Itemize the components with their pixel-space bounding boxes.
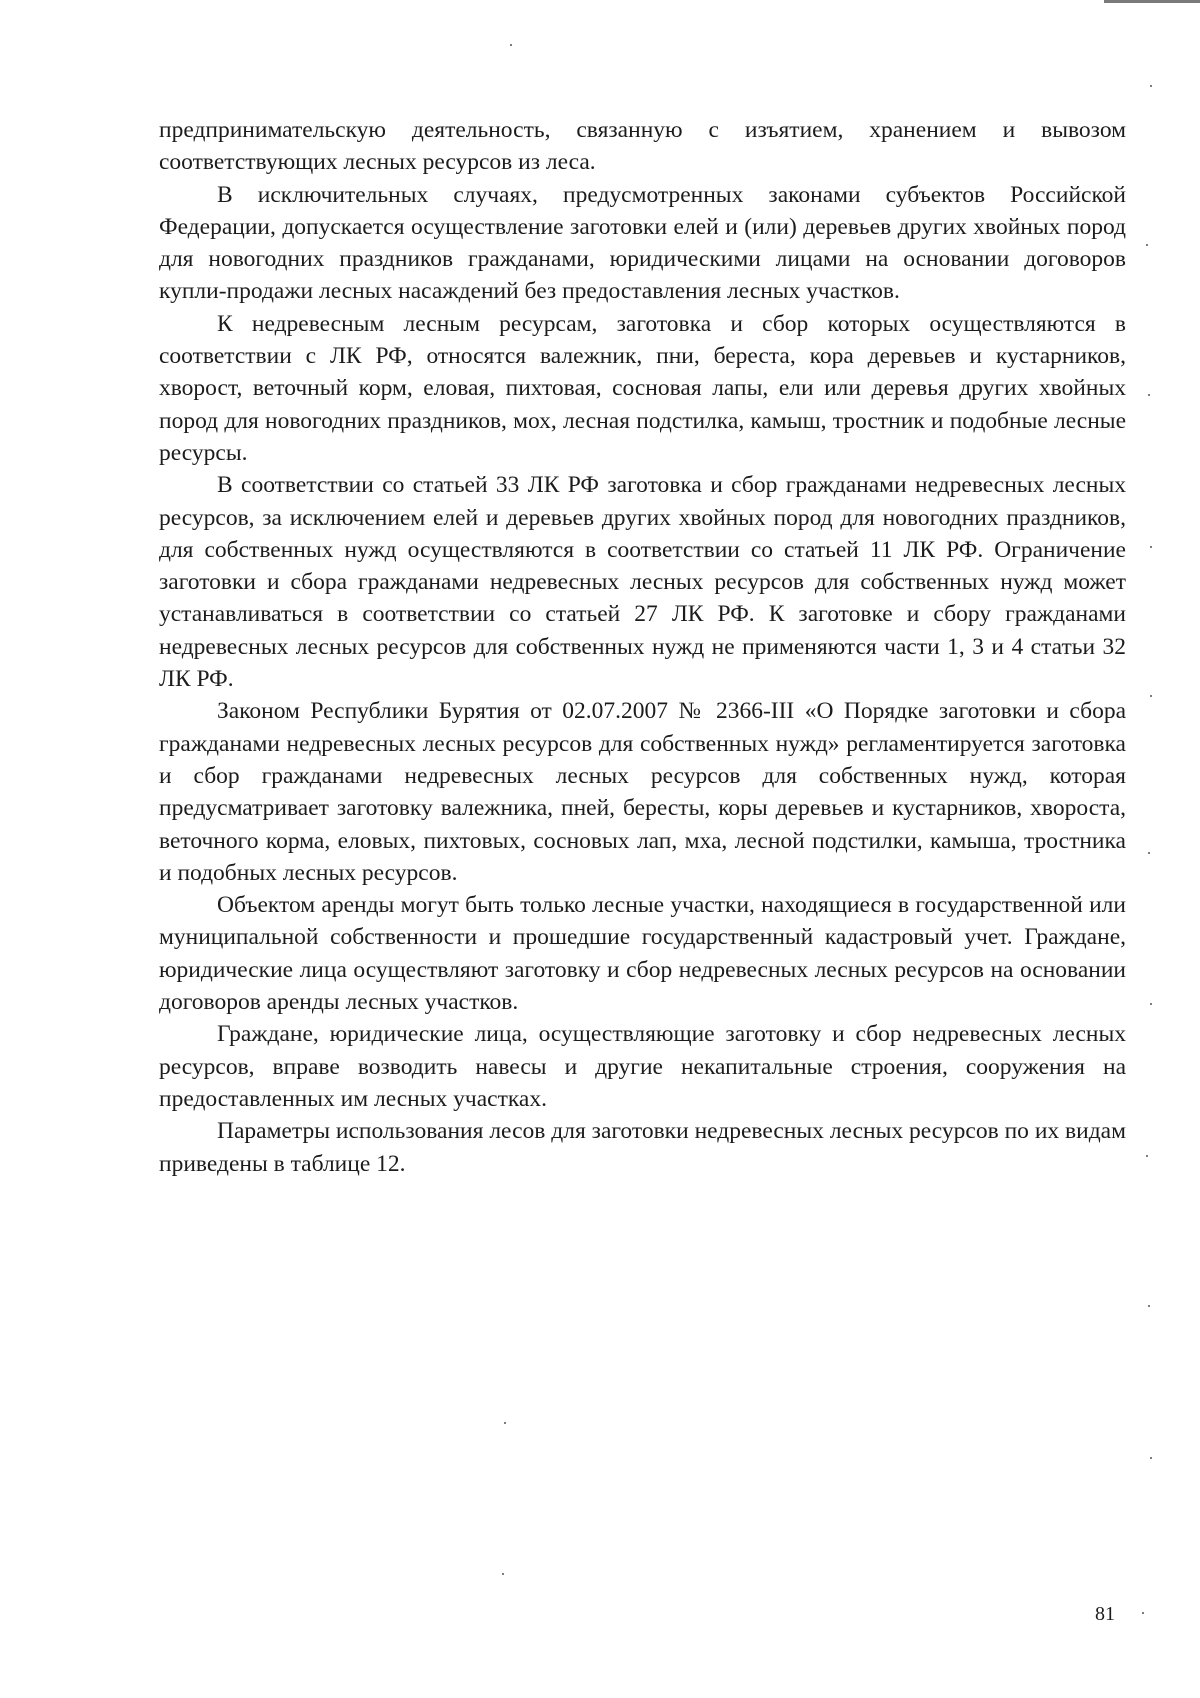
- paragraph-buryatia-law: Законом Республики Бурятия от 02.07.2007 № 2366-III «О Порядке заготовки и сбора гражданами недревесных лесных ресурсов для собственных нужд» регламентируется заготовка и сбор гражданами недревесных лесных ресурсов для собственных нужд, которая предусматривает заготовку валежника, пней, бересты, коры деревьев и кустарников, хвороста, веточного корма, еловых, пихтовых, сосновых лап, мха, лесной подстилки, камыша, тростника и подобных лесных ресурсов.: [159, 698, 1126, 886]
- paragraph-continuation: предпринимательскую деятельность, связанную с изъятием, хранением и вывозом соответствующих лесных ресурсов из леса.: [159, 117, 1126, 176]
- scan-speck: [504, 1422, 506, 1424]
- page-number: 81: [1095, 1603, 1115, 1625]
- paragraph-table-reference: Параметры использования лесов для заготовки недревесных лесных ресурсов по их видам приведены в таблице 12.: [159, 1118, 1126, 1177]
- scan-speck: [1150, 1457, 1152, 1459]
- paragraph-lease-object: Объектом аренды могут быть только лесные участки, находящиеся в государственной или муниципальной собственности и прошедшие государственный кадастровый учет. Граждане, юридические лица осуществляют заготовку и сбор недревесных лесных ресурсов на основании договоров аренды лесных участков.: [159, 892, 1126, 1016]
- scan-speck: [1148, 852, 1150, 854]
- paragraph-structures: Граждане, юридические лица, осуществляющие заготовку и сбор недревесных лесных ресурсов, вправе возводить навесы и другие некапитальные строения, сооружения на предоставленных им лесных участках.: [159, 1021, 1126, 1112]
- scan-speck: [1150, 546, 1152, 548]
- paragraph-non-timber-resources: К недревесным лесным ресурсам, заготовка и сбор которых осуществляются в соответствии с ЛК РФ, относятся валежник, пни, береста, кора деревьев и кустарников, хворост, веточный корм, еловая, пихтовая, сосновая лапы, ели или деревья других хвойных пород для новогодних праздников, мох, лесная подстилка, камыш, тростник и подобные лесные ресурсы.: [159, 310, 1126, 466]
- scan-speck: [1146, 244, 1148, 246]
- scan-speck: [502, 1573, 504, 1575]
- document-body: [159, 114, 1126, 1180]
- scan-speck: [1142, 1612, 1144, 1614]
- scan-speck: [1150, 1003, 1152, 1005]
- scan-speck: [1150, 85, 1152, 87]
- scan-speck: [1148, 394, 1150, 396]
- scan-speck: [1150, 695, 1152, 697]
- paragraph-article-33: В соответствии со статьей 33 ЛК РФ заготовка и сбор гражданами недревесных лесных ресурсов, за исключением елей и деревьев других хвойных пород для новогодних праздников, для собственных нужд осуществляются в соответствии со статьей 11 ЛК РФ. Ограничение заготовки и сбора гражданами недревесных лесных ресурсов для собственных нужд может устанавливаться в соответствии со статьей 27 ЛК РФ. К заготовке и сбору гражданами недревесных лесных ресурсов для собственных нужд не применяются части 1, 3 и 4 статьи 32 ЛК РФ.: [159, 472, 1126, 693]
- scan-edge-line: [1104, 0, 1200, 3]
- scan-speck: [510, 44, 512, 46]
- scan-speck: [1146, 1155, 1148, 1157]
- paragraph-spruce-harvesting: В исключительных случаях, предусмотренных законами субъектов Российской Федерации, допускается осуществление заготовки елей и (или) деревьев других хвойных пород для новогодних праздников гражданами, юридическими лицами на основании договоров купли-продажи лесных насаждений без предоставления лесных участков.: [159, 181, 1126, 305]
- scan-speck: [1148, 1305, 1150, 1307]
